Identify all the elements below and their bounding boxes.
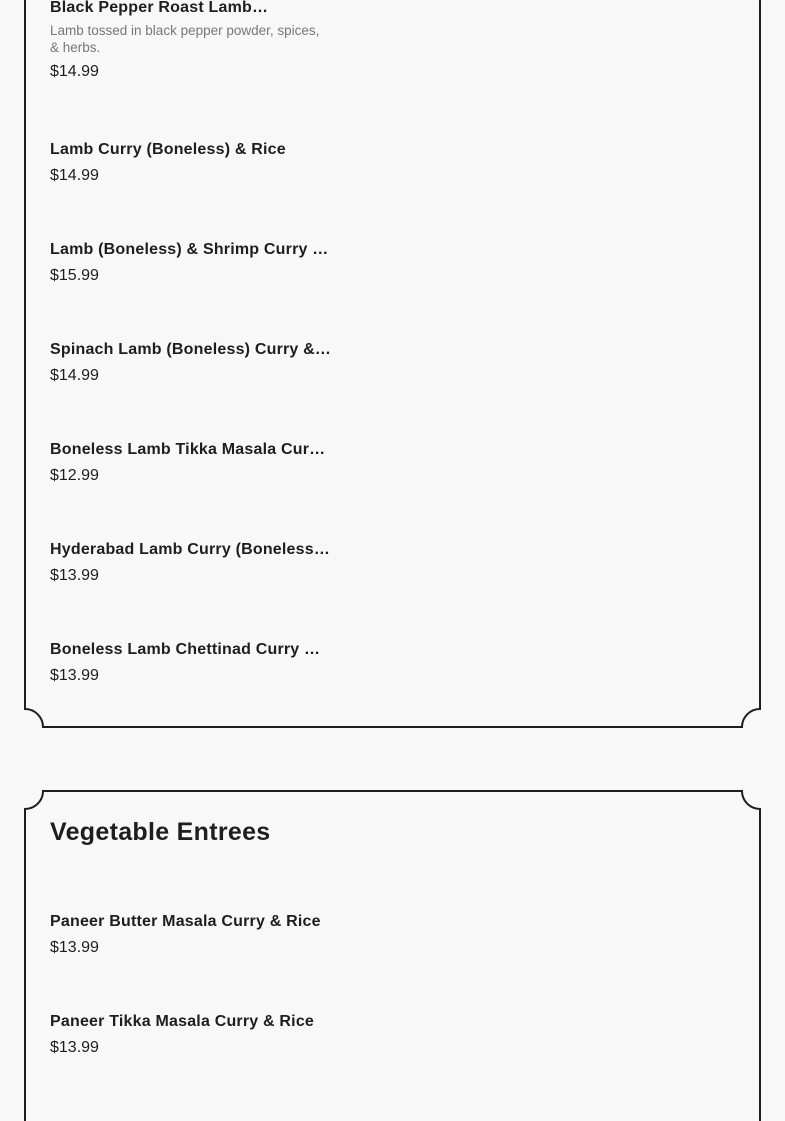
menu-item-name: Paneer Tikka Masala Curry & Rice <box>50 1013 315 1030</box>
menu-item-name: Lamb (Boneless) & Shrimp Curry … <box>50 241 329 258</box>
menu-item-black-pepper-roast-lamb[interactable] <box>50 0 360 82</box>
menu-item-name: Boneless Lamb Tikka Masala Cur… <box>50 441 326 458</box>
menu-item-price: $14.99 <box>50 367 99 384</box>
menu-item-name: Hyderabad Lamb Curry (Boneless… <box>50 541 331 558</box>
menu-item-price: $13.99 <box>50 567 99 584</box>
menu-item-spinach-lamb-curry[interactable] <box>50 340 360 386</box>
menu-item-name: Spinach Lamb (Boneless) Curry &… <box>50 341 332 358</box>
menu-item-paneer-tikka-masala[interactable] <box>50 1012 360 1058</box>
menu-item-hyderabad-lamb-curry[interactable] <box>50 540 360 586</box>
menu-item-description: Lamb tossed in black pepper powder, spices, & herbs. <box>50 23 320 55</box>
menu-item-lamb-shrimp-curry[interactable] <box>50 240 360 286</box>
menu-item-name: Paneer Butter Masala Curry & Rice <box>50 913 321 930</box>
menu-item-paneer-butter-masala[interactable] <box>50 912 360 958</box>
menu-item-lamb-curry-rice[interactable] <box>50 140 360 186</box>
menu-item-name: Boneless Lamb Chettinad Curry … <box>50 641 321 658</box>
menu-item-name: Black Pepper Roast Lamb… <box>50 0 269 16</box>
menu-item-lamb-tikka-masala[interactable] <box>50 440 360 486</box>
menu-item-price: $14.99 <box>50 63 99 80</box>
menu-item-price: $13.99 <box>50 1039 99 1056</box>
menu-item-price: $15.99 <box>50 267 99 284</box>
menu-item-price: $13.99 <box>50 939 99 956</box>
section-title-vegetable-entrees: Vegetable Entrees <box>50 818 271 846</box>
menu-item-price: $13.99 <box>50 667 99 684</box>
menu-item-lamb-chettinad-curry[interactable] <box>50 640 360 686</box>
menu-item-price: $12.99 <box>50 467 99 484</box>
menu-item-price: $14.99 <box>50 167 99 184</box>
menu-item-name: Lamb Curry (Boneless) & Rice <box>50 141 286 158</box>
